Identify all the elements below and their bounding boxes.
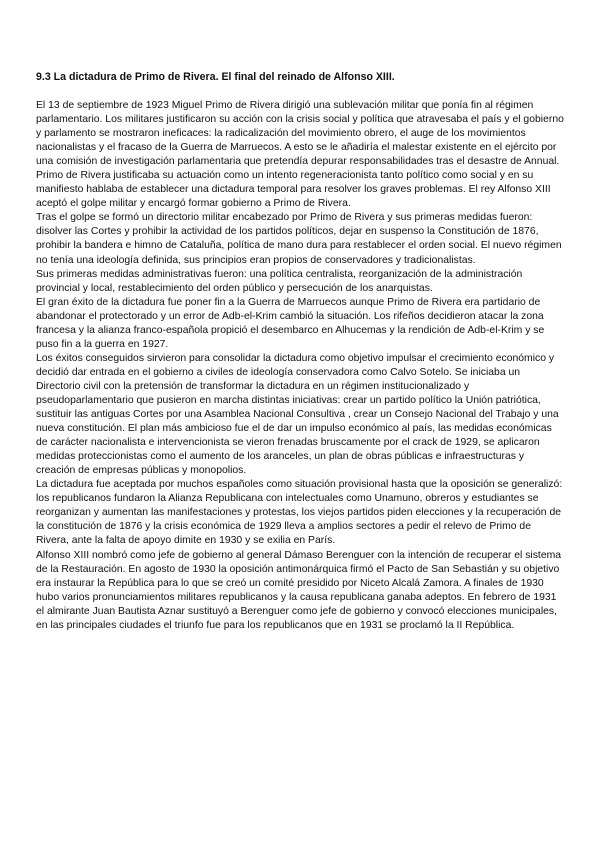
document-page xyxy=(36,70,564,633)
paragraph-morocco-war: El gran éxito de la dictadura fue poner fin a la Guerra de Marruecos aunque Primo de Rivera era partidario de abandonar el protectorado y un error de Adb-el-Krim cambió la situación. Los rifeños decidieron atacar la zona francesa y la alianza franco-española propició el desembarco en Alhucemas y la rendición de Adb-el-Krim y se puso fin a la guerra en 1927. xyxy=(36,296,545,350)
paragraph-opposition: La dictadura fue aceptada por muchos españoles como situación provisional hasta que la oposición se generalizó: los republicanos fundaron la Alianza Republicana con intelectuales como Unamuno, obreros y estudiantes se reorganizan y aumentan las manifestaciones y protestas, los viejos partidos piden elecciones y la recuperación de la constitución de 1876 y la crisis económica de 1929 lleva a amplios sectores a pedir el relevo de Primo de Rivera, ante la falta de apoyo dimite en 1930 y se exilia en París. xyxy=(36,479,563,547)
paragraph-military-directory: Tras el golpe se formó un directorio militar encabezado por Primo de Rivera y sus primeras medidas fueron: disolver las Cortes y prohibir la actividad de los partidos políticos, dejar en suspenso la Constitución de 1876, prohibir la bandera e himno de Cataluña, política de mano dura para restablecer el orden social. El nuevo régimen no tenía una ideología definida, sus principios eran propios de conservadores y tradicionalistas. xyxy=(36,212,562,266)
paragraph-administrative-measures: Sus primeras medidas administrativas fueron: una política centralista, reorganización de la administración provincial y local, restablecimiento del orden público y persecución de los anarquistas. xyxy=(36,268,523,294)
paragraph-civil-directory: Los éxitos conseguidos sirvieron para consolidar la dictadura como objetivo impulsar el crecimiento económico y decidió dar entrada en el gobierno a civiles de ideología conservadora como Calvo Sotelo. Se iniciaba un Directorio civil con la pretensión de transformar la dictadura en un régimen institucionalizado y pseudoparlamentario que pusieron en marcha distintas iniciativas: crear un partido político la Unión patriótica, sustituir las antiguas Cortes por una Asamblea Nacional Consultiva , crear un Consejo Nacional del Trabajo y una nueva constitución. El plan más ambicioso fue el de dar un impulso económico al país, las medidas económicas de carácter nacionalista e intervencionista se vieron frenadas bruscamente por el crack de 1929, se aplicaron medidas proteccionistas como el aumento de los aranceles, un plan de obras públicas e infraestructuras y creación de empresas públicas y monopolios. xyxy=(36,352,559,477)
section-title: 9.3 La dictadura de Primo de Rivera. El final del reinado de Alfonso XIII. xyxy=(36,71,395,83)
paragraph-coup: El 13 de septiembre de 1923 Miguel Primo de Rivera dirigió una sublevación militar que ponía fin al régimen parlamentario. Los militares justificaron su acción con la crisis social y política que atravesaba el país y el gobierno y parlamento se mostraron ineficaces: la radicalización del movimiento obrero, el auge de los movimientos nacionalistas y el fracaso de la Guerra de Marruecos. A esto se le añadiría el malestar existente en el ejército por una comisión de investigación parlamentaria que pretendía depurar responsabilidades tras el desastre de Annual. Primo de Rivera justificaba su actuación como un intento regeneracionista tanto político como social y en su manifiesto hablaba de establecer una dictadura temporal para resolver los graves problemas. El rey Alfonso XIII aceptó el golpe militar y encargó formar gobierno a Primo de Rivera. xyxy=(36,100,564,210)
paragraph-berenguer-republic: Alfonso XIII nombró como jefe de gobierno al general Dámaso Berenguer con la intención de recuperar el sistema de la Restauración. En agosto de 1930 la oposición antimonárquica firmó el Pacto de San Sebastián y su objetivo era instaurar la República para lo que se creó un comité presidido por Niceto Alcalá Zamora. A finales de 1930 hubo varios pronunciamientos militares republicanos y la causa republicana ganaba adeptos. En febrero de 1931 el almirante Juan Bautista Aznar sustituyó a Berenguer como jefe de gobierno y convocó elecciones municipales, en las principales ciudades el triunfo fue para los republicanos que en 1931 se proclamó la II República. xyxy=(36,549,562,631)
